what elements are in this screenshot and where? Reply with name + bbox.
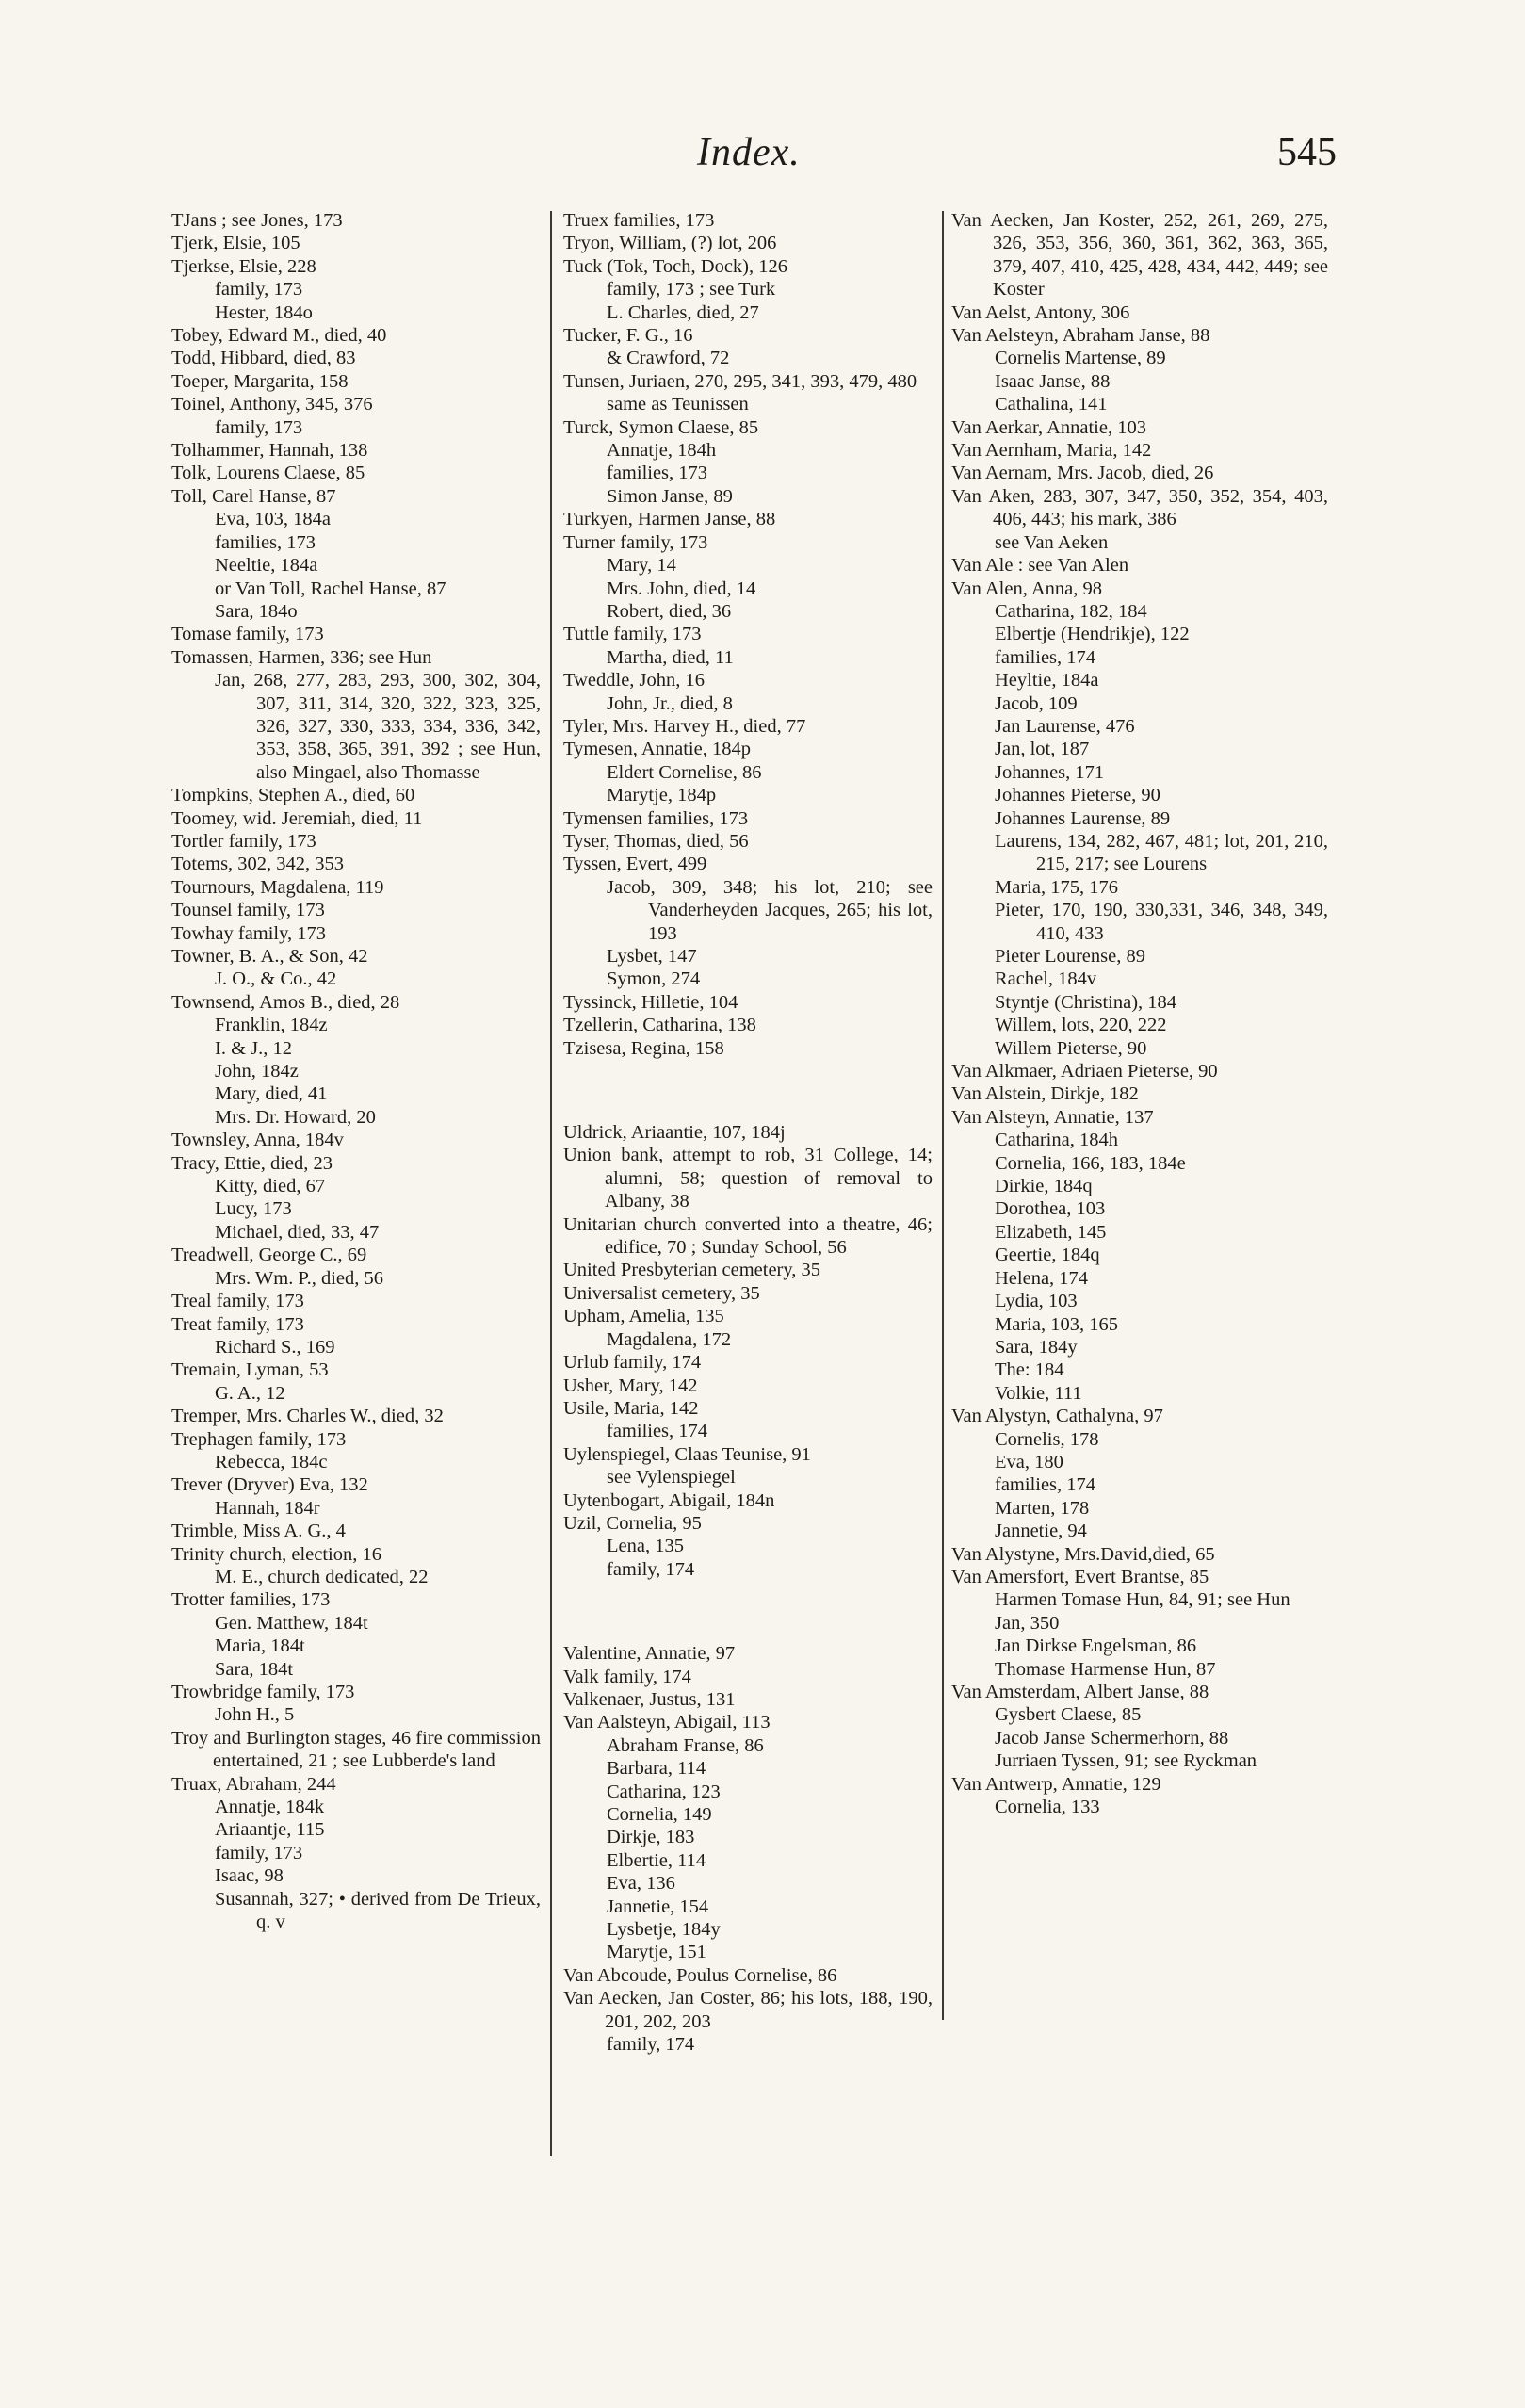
index-subentry: Dirkje, 183 [607, 1827, 695, 1848]
index-subentry: Ariaantje, 115 [215, 1819, 325, 1841]
index-subentry: Jan, 350 [995, 1612, 1060, 1634]
index-subentry: Jannetie, 94 [995, 1521, 1087, 1542]
index-subentry: Eva, 136 [607, 1873, 675, 1895]
index-subentry: Jacob Janse Schermerhorn, 88 [995, 1727, 1229, 1749]
index-subentry: John, 184z [215, 1061, 299, 1082]
index-entry: Tzisesa, Regina, 158 [563, 1037, 724, 1059]
index-entry: Tyler, Mrs. Harvey H., died, 77 [563, 715, 806, 737]
index-subentry: Jacob, 109 [995, 692, 1078, 714]
index-subentry: John H., 5 [215, 1704, 295, 1726]
index-subentry: family, 174 [607, 1558, 695, 1580]
index-subentry: Catharina, 123 [607, 1781, 721, 1802]
index-subentry: Michael, died, 33, 47 [215, 1221, 380, 1243]
index-entry: Uldrick, Ariaantie, 107, 184j [563, 1122, 786, 1144]
index-subentry: Hannah, 184r [215, 1497, 320, 1519]
index-subentry: or Van Toll, Rachel Hanse, 87 [215, 578, 446, 599]
index-subentry: see Van Aeken [995, 531, 1109, 553]
section-gap [563, 1080, 933, 1102]
index-entry: Van Alstein, Dirkje, 182 [951, 1083, 1139, 1105]
index-subentry: Annatje, 184k [215, 1797, 325, 1818]
index-subentry: Magdalena, 172 [607, 1328, 732, 1350]
index-entry: Turner family, 173 [563, 531, 708, 553]
index-subentry: Johannes Pieterse, 90 [995, 785, 1160, 806]
index-subentry: Elizabeth, 145 [995, 1221, 1107, 1243]
index-subentry: Elbertie, 114 [607, 1849, 706, 1871]
index-subentry: & Crawford, 72 [607, 348, 730, 369]
index-entry: Turck, Symon Claese, 85 [563, 416, 759, 438]
index-subentry: Marten, 178 [995, 1497, 1090, 1519]
index-entry: Trephagen family, 173 [171, 1428, 347, 1450]
index-entry: Tzellerin, Catharina, 138 [563, 1015, 756, 1036]
index-subentry: J. O., & Co., 42 [215, 968, 337, 990]
index-subentry: family, 173 [215, 279, 303, 301]
index-entry: Van Aernam, Mrs. Jacob, died, 26 [951, 463, 1214, 484]
index-subentry: Jacob, 309, 348; his lot, 210; see Vanderheyden Jacques, 265; his lot, 193 [607, 876, 933, 944]
index-entry: Tompkins, Stephen A., died, 60 [171, 785, 415, 806]
index-entry: Valkenaer, Justus, 131 [563, 1688, 736, 1710]
index-entry: Tortler family, 173 [171, 830, 316, 852]
index-subentry: Robert, died, 36 [607, 600, 732, 622]
index-entry: Tournours, Magdalena, 119 [171, 876, 384, 898]
index-subentry: Jan Laurense, 476 [995, 715, 1135, 737]
index-entry: Van Antwerp, Annatie, 129 [951, 1773, 1161, 1795]
index-entry: Upham, Amelia, 135 [563, 1306, 724, 1327]
index-subentry: families, 174 [995, 1474, 1096, 1496]
index-entry: Uylenspiegel, Claas Teunise, 91 [563, 1443, 811, 1465]
index-subentry: Sara, 184o [215, 600, 298, 622]
index-entry: Tymesen, Annatie, 184p [563, 739, 751, 760]
index-entry: Tyser, Thomas, died, 56 [563, 830, 749, 852]
index-entry: Trowbridge family, 173 [171, 1682, 355, 1702]
index-entry: Tyssinck, Hilletie, 104 [563, 991, 738, 1013]
index-subentry: families, 173 [215, 531, 316, 553]
index-entry: Treadwell, George C., 69 [171, 1245, 367, 1266]
index-subentry: Jan, lot, 187 [995, 739, 1090, 760]
index-entry: TJans ; see Jones, 173 [171, 210, 343, 231]
index-subentry: Susannah, 327; • derived from De Trieux, q. v [215, 1888, 541, 1933]
index-entry: Toeper, Margarita, 158 [171, 370, 349, 392]
index-entry: Van Alystyn, Cathalyna, 97 [951, 1406, 1163, 1427]
index-entry: Toomey, wid. Jeremiah, died, 11 [171, 807, 423, 829]
index-subentry: Abraham Franse, 86 [607, 1734, 764, 1756]
index-subentry: Maria, 184t [215, 1635, 305, 1657]
index-entry: Van Amersfort, Evert Brantse, 85 [951, 1566, 1209, 1587]
index-subentry: Annatje, 184h [607, 440, 717, 462]
index-entry: Valk family, 174 [563, 1666, 691, 1687]
index-entry: Van Ale : see Van Alen [951, 555, 1129, 577]
index-entry: Tryon, William, (?) lot, 206 [563, 233, 777, 254]
index-subentry: Lucy, 173 [215, 1198, 292, 1220]
index-entry: Unitarian church converted into a theatre, 46; edifice, 70 ; Sunday School, 56 [563, 1213, 933, 1259]
index-subentry: Maria, 103, 165 [995, 1313, 1118, 1335]
index-entry: Townsley, Anna, 184v [171, 1130, 344, 1151]
index-entry: Towner, B. A., & Son, 42 [171, 946, 368, 967]
index-subentry: Jannetie, 154 [607, 1895, 709, 1917]
index-subentry: Richard S., 169 [215, 1336, 335, 1358]
index-entry: Tyssen, Evert, 499 [563, 854, 707, 875]
index-entry: Towhay family, 173 [171, 922, 327, 944]
index-subentry: The: 184 [995, 1359, 1064, 1381]
index-subentry: Elbertje (Hendrikje), 122 [995, 624, 1190, 645]
index-subentry: Mary, 14 [607, 555, 676, 577]
index-subentry: family, 174 [607, 2034, 695, 2056]
index-entry: Treat family, 173 [171, 1313, 304, 1335]
running-head [170, 130, 1337, 177]
index-entry: Tounsel family, 173 [171, 900, 325, 921]
index-entry: Van Aerkar, Annatie, 103 [951, 416, 1146, 438]
index-subentry: families, 174 [995, 646, 1096, 668]
index-entry: Valentine, Annatie, 97 [563, 1643, 736, 1665]
index-entry: Van Alen, Anna, 98 [951, 578, 1102, 599]
index-entry: Tomase family, 173 [171, 624, 324, 645]
page-title: Index. [697, 131, 801, 174]
index-subentry: L. Charles, died, 27 [607, 301, 759, 323]
index-subentry: Sara, 184y [995, 1336, 1078, 1358]
index-entry: Truex families, 173 [563, 210, 715, 231]
index-subentry: I. & J., 12 [215, 1037, 292, 1059]
index-entry: Treal family, 173 [171, 1291, 304, 1312]
index-entry: Tuck (Tok, Toch, Dock), 126 [563, 255, 787, 277]
index-subentry: Harmen Tomase Hun, 84, 91; see Hun [995, 1589, 1290, 1611]
index-entry: Van Aernham, Maria, 142 [951, 440, 1152, 462]
index-subentry: Simon Janse, 89 [607, 485, 733, 507]
index-subentry: Isaac Janse, 88 [995, 370, 1111, 392]
index-subentry: Cornelia, 166, 183, 184e [995, 1152, 1186, 1174]
index-subentry: families, 174 [607, 1421, 708, 1442]
index-entry: Usile, Maria, 142 [563, 1397, 699, 1419]
index-entry: Van Alkmaer, Adriaen Pieterse, 90 [951, 1061, 1218, 1082]
index-entry: Tracy, Ettie, died, 23 [171, 1152, 333, 1174]
index-subentry: Jan Dirkse Engelsman, 86 [995, 1635, 1197, 1657]
index-entry: Tobey, Edward M., died, 40 [171, 325, 387, 347]
index-subentry: same as Teunissen [607, 394, 749, 415]
index-subentry: Eva, 180 [995, 1451, 1063, 1472]
index-entry: Toll, Carel Hanse, 87 [171, 485, 336, 507]
index-subentry: G. A., 12 [215, 1382, 285, 1404]
index-subentry: Jan, 268, 277, 283, 293, 300, 302, 304, 307, 311, 314, 320, 322, 323, 325, 326, 327, 330, 333, 334, 336, 342, 353, 358, 365, 391, 392 ; see Hun, also Mingael, also Thomasse [215, 670, 541, 783]
index-subentry: Pieter Lourense, 89 [995, 946, 1145, 967]
index-subentry: Catharina, 182, 184 [995, 600, 1147, 622]
index-entry: Trinity church, election, 16 [171, 1543, 381, 1565]
index-entry: Trimble, Miss A. G., 4 [171, 1521, 346, 1542]
index-entry: Townsend, Amos B., died, 28 [171, 991, 400, 1013]
index-subentry: Eldert Cornelise, 86 [607, 761, 762, 783]
index-subentry: Marytje, 184p [607, 785, 717, 806]
index-entry: Tuttle family, 173 [563, 624, 702, 645]
index-subentry: Maria, 175, 176 [995, 876, 1118, 898]
page-number: 545 [1277, 131, 1337, 174]
column-divider [550, 211, 552, 2156]
index-subentry: Symon, 274 [607, 968, 701, 990]
index-entry: Trotter families, 173 [171, 1589, 331, 1611]
index-entry: Tolhammer, Hannah, 138 [171, 440, 368, 462]
index-subentry: Gen. Matthew, 184t [215, 1612, 368, 1634]
index-entry: Uzil, Cornelia, 95 [563, 1512, 702, 1534]
index-entry: Tremper, Mrs. Charles W., died, 32 [171, 1406, 444, 1427]
index-entry: Tremain, Lyman, 53 [171, 1359, 329, 1381]
index-subentry: Mrs. John, died, 14 [607, 578, 756, 599]
index-subentry: Barbara, 114 [607, 1758, 706, 1780]
index-subentry: Lysbet, 147 [607, 946, 697, 967]
index-subentry: Mrs. Dr. Howard, 20 [215, 1106, 376, 1128]
index-entry: Van Aken, 283, 307, 347, 350, 352, 354, 403, 406, 443; his mark, 386 [951, 485, 1328, 530]
index-subentry: see Vylenspiegel [607, 1467, 736, 1489]
index-subentry: Sara, 184t [215, 1658, 294, 1680]
index-entry: Usher, Mary, 142 [563, 1375, 698, 1396]
index-entry: Union bank, attempt to rob, 31 College, 14; alumni, 58; question of removal to Albany, 38 [563, 1145, 933, 1212]
section-gap [563, 1601, 933, 1623]
index-subentry: Heyltie, 184a [995, 670, 1099, 691]
index-subentry: Laurens, 134, 282, 467, 481; lot, 201, 210, 215, 217; see Lourens [995, 830, 1328, 875]
index-entry: Tolk, Lourens Claese, 85 [171, 463, 365, 484]
index-entry: Todd, Hibbard, died, 83 [171, 348, 356, 369]
index-subentry: Styntje (Christina), 184 [995, 991, 1177, 1013]
index-subentry: Willem Pieterse, 90 [995, 1037, 1147, 1059]
index-entry: Van Alsteyn, Annatie, 137 [951, 1106, 1154, 1128]
index-entry: Tjerk, Elsie, 105 [171, 233, 300, 254]
column-divider [942, 211, 944, 2020]
index-entry: Urlub family, 174 [563, 1352, 702, 1374]
index-entry: Universalist cemetery, 35 [563, 1282, 760, 1304]
index-subentry: Isaac, 98 [215, 1865, 284, 1887]
index-subentry: Neeltie, 184a [215, 555, 318, 577]
index-entry: Totems, 302, 342, 353 [171, 854, 345, 875]
index-subentry: Thomase Harmense Hun, 87 [995, 1658, 1216, 1680]
index-subentry: Helena, 174 [995, 1267, 1089, 1289]
index-subentry: Lydia, 103 [995, 1291, 1078, 1312]
index-entry: Tymensen families, 173 [563, 807, 749, 829]
index-entry: Van Aelst, Antony, 306 [951, 301, 1130, 323]
index-subentry: Mrs. Wm. P., died, 56 [215, 1267, 384, 1289]
index-entry: Turkyen, Harmen Janse, 88 [563, 509, 776, 530]
index-subentry: Gysbert Claese, 85 [995, 1704, 1142, 1726]
index-subentry: Pieter, 170, 190, 330,331, 346, 348, 349, 410, 433 [995, 900, 1328, 944]
index-entry: Van Amsterdam, Albert Janse, 88 [951, 1682, 1209, 1702]
index-subentry: family, 173 [215, 416, 303, 438]
index-column-1 [171, 209, 541, 1933]
index-subentry: Cathalina, 141 [995, 394, 1108, 415]
index-subentry: Kitty, died, 67 [215, 1176, 326, 1197]
index-subentry: John, Jr., died, 8 [607, 692, 733, 714]
index-entry: Tjerkse, Elsie, 228 [171, 255, 316, 277]
index-subentry: Dirkie, 184q [995, 1176, 1093, 1197]
index-subentry: Lena, 135 [607, 1536, 684, 1557]
index-entry: Tweddle, John, 16 [563, 670, 706, 691]
index-subentry: Jurriaen Tyssen, 91; see Ryckman [995, 1750, 1257, 1772]
index-subentry: Marytje, 151 [607, 1942, 706, 1963]
index-subentry: Dorothea, 103 [995, 1198, 1106, 1220]
index-column-3 [951, 209, 1328, 1818]
index-subentry: families, 173 [607, 463, 708, 484]
index-subentry: family, 173 ; see Turk [607, 279, 776, 301]
index-entry: Van Aalsteyn, Abigail, 113 [563, 1712, 771, 1733]
index-entry: Tucker, F. G., 16 [563, 325, 693, 347]
index-entry: United Presbyterian cemetery, 35 [563, 1260, 821, 1281]
index-entry: Van Aecken, Jan Koster, 252, 261, 269, 275, 326, 353, 356, 360, 361, 362, 363, 365, 379, 407, 410, 425, 428, 434, 442, 449; see Koster [951, 210, 1328, 301]
index-subentry: family, 173 [215, 1842, 303, 1863]
index-entry: Tomassen, Harmen, 336; see Hun [171, 646, 432, 668]
index-entry: Uytenbogart, Abigail, 184n [563, 1489, 775, 1511]
index-subentry: Lysbetje, 184y [607, 1919, 721, 1941]
index-subentry: Volkie, 111 [995, 1382, 1082, 1404]
index-entry: Truax, Abraham, 244 [171, 1773, 336, 1795]
index-subentry: Johannes, 171 [995, 761, 1105, 783]
index-subentry: Geertie, 184q [995, 1245, 1100, 1266]
index-subentry: Cornelia, 133 [995, 1797, 1100, 1818]
index-entry: Van Abcoude, Poulus Cornelise, 86 [563, 1964, 837, 1986]
index-subentry: Eva, 103, 184a [215, 509, 331, 530]
index-subentry: M. E., church dedicated, 22 [215, 1566, 429, 1587]
index-subentry: Willem, lots, 220, 222 [995, 1015, 1167, 1036]
index-entry: Toinel, Anthony, 345, 376 [171, 394, 373, 415]
index-subentry: Franklin, 184z [215, 1015, 328, 1036]
index-subentry: Rebecca, 184c [215, 1451, 328, 1472]
index-subentry: Hester, 184o [215, 301, 313, 323]
index-entry: Troy and Burlington stages, 46 fire commission entertained, 21 ; see Lubberde's land [171, 1727, 541, 1772]
index-subentry: Catharina, 184h [995, 1130, 1118, 1151]
index-entry: Van Aecken, Jan Coster, 86; his lots, 188, 190, 201, 202, 203 [563, 1988, 933, 2032]
index-subentry: Rachel, 184v [995, 968, 1097, 990]
index-subentry: Cornelis Martense, 89 [995, 348, 1166, 369]
index-entry: Van Aelsteyn, Abraham Janse, 88 [951, 325, 1210, 347]
index-entry: Trever (Dryver) Eva, 132 [171, 1474, 368, 1496]
index-subentry: Cornelis, 178 [995, 1428, 1099, 1450]
index-column-2 [563, 209, 933, 2056]
index-entry: Van Alystyne, Mrs.David,died, 65 [951, 1543, 1215, 1565]
index-subentry: Cornelia, 149 [607, 1804, 712, 1825]
index-subentry: Johannes Laurense, 89 [995, 807, 1171, 829]
index-subentry: Mary, died, 41 [215, 1083, 328, 1105]
index-entry: Tunsen, Juriaen, 270, 295, 341, 393, 479, 480 [563, 370, 917, 392]
index-subentry: Martha, died, 11 [607, 646, 734, 668]
